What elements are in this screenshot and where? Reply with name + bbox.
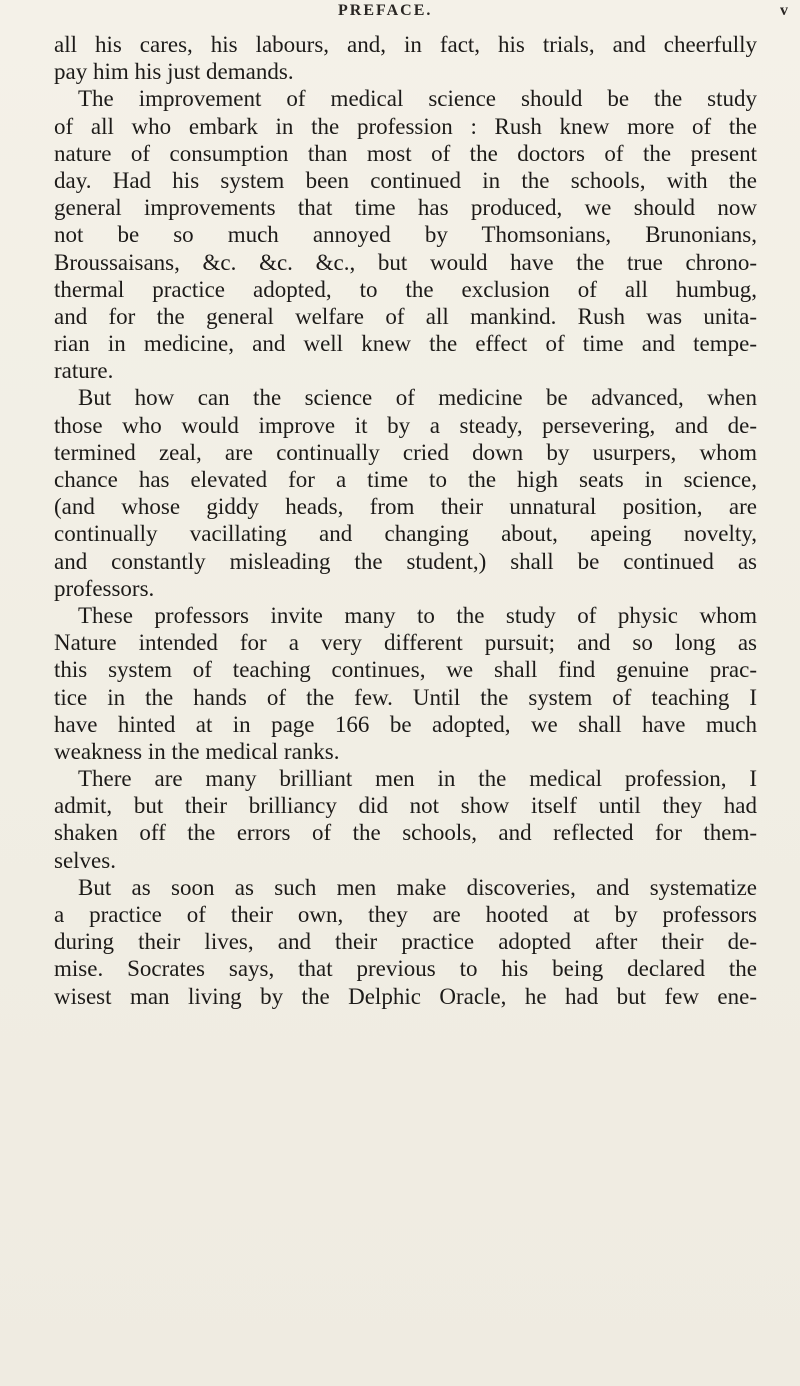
- text-line: general improvements that time has produced, we should now: [54, 195, 757, 221]
- text-line: chance has elevated for a time to the high seats in science,: [54, 467, 757, 492]
- text-line: (and whose giddy heads, from their unnatural position, are: [54, 494, 757, 520]
- text-line: But as soon as such men make discoveries, and systematize: [78, 874, 757, 900]
- text-line: professors.: [54, 575, 155, 601]
- text-line: and for the general welfare of all mankind. Rush was unita-: [54, 303, 757, 329]
- text-line: Broussaisans, &c. &c. &c., but would have the true chrono-: [54, 249, 757, 275]
- text-line: shaken off the errors of the schools, and reflected for them-: [54, 820, 757, 846]
- text-line: rature.: [54, 358, 114, 384]
- text-line: during their lives, and their practice adopted after their de-: [54, 929, 757, 955]
- text-line: These professors invite many to the study of physic whom: [78, 602, 757, 628]
- text-line: selves.: [54, 847, 116, 873]
- page-number: v: [780, 2, 788, 19]
- text-line: There are many brilliant men in the medical profession, I: [78, 766, 757, 792]
- text-line: not be so much annoyed by Thomsonians, Brunonians,: [54, 222, 757, 248]
- text-line: wisest man living by the Delphic Oracle, he had but few ene-: [54, 983, 757, 1009]
- text-line: rian in medicine, and well knew the effect of time and tempe-: [54, 331, 757, 357]
- text-line: mise. Socrates says, that previous to his being declared the: [54, 956, 757, 982]
- text-line: But how can the science of medicine be advanced, when: [78, 385, 757, 411]
- text-line: tice in the hands of the few. Until the system of teaching I: [54, 684, 757, 710]
- text-line: those who would improve it by a steady, persevering, and de-: [54, 412, 757, 438]
- text-line: continually vacillating and changing about, apeing novelty,: [54, 521, 757, 547]
- text-line: have hinted at in page 166 be adopted, we shall have much: [54, 711, 757, 737]
- text-line: admit, but their brilliancy did not show itself until they had: [54, 793, 757, 819]
- text-line: termined zeal, are continually cried down by usurpers, whom: [54, 439, 757, 465]
- body-text: [54, 31, 757, 1010]
- text-line: The improvement of medical science should be the study: [78, 86, 757, 112]
- text-line: weakness in the medical ranks.: [54, 738, 340, 764]
- text-line: this system of teaching continues, we shall find genuine prac-: [54, 657, 757, 683]
- text-line: day. Had his system been continued in the schools, with the: [54, 167, 757, 193]
- running-title: PREFACE.: [338, 2, 433, 19]
- text-line: thermal practice adopted, to the exclusion of all humbug,: [54, 276, 757, 302]
- text-line: pay him his just demands.: [54, 59, 294, 85]
- running-head: [0, 2, 800, 24]
- text-line: all his cares, his labours, and, in fact, his trials, and cheerfully: [54, 32, 757, 57]
- text-line: nature of consumption than most of the doctors of the present: [54, 140, 757, 166]
- text-line: a practice of their own, they are hooted at by professors: [54, 902, 757, 927]
- text-line: Nature intended for a very different pursuit; and so long as: [54, 630, 757, 656]
- text-line: and constantly misleading the student,) shall be continued as: [54, 548, 757, 574]
- text-line: of all who embark in the profession : Rush knew more of the: [54, 113, 757, 139]
